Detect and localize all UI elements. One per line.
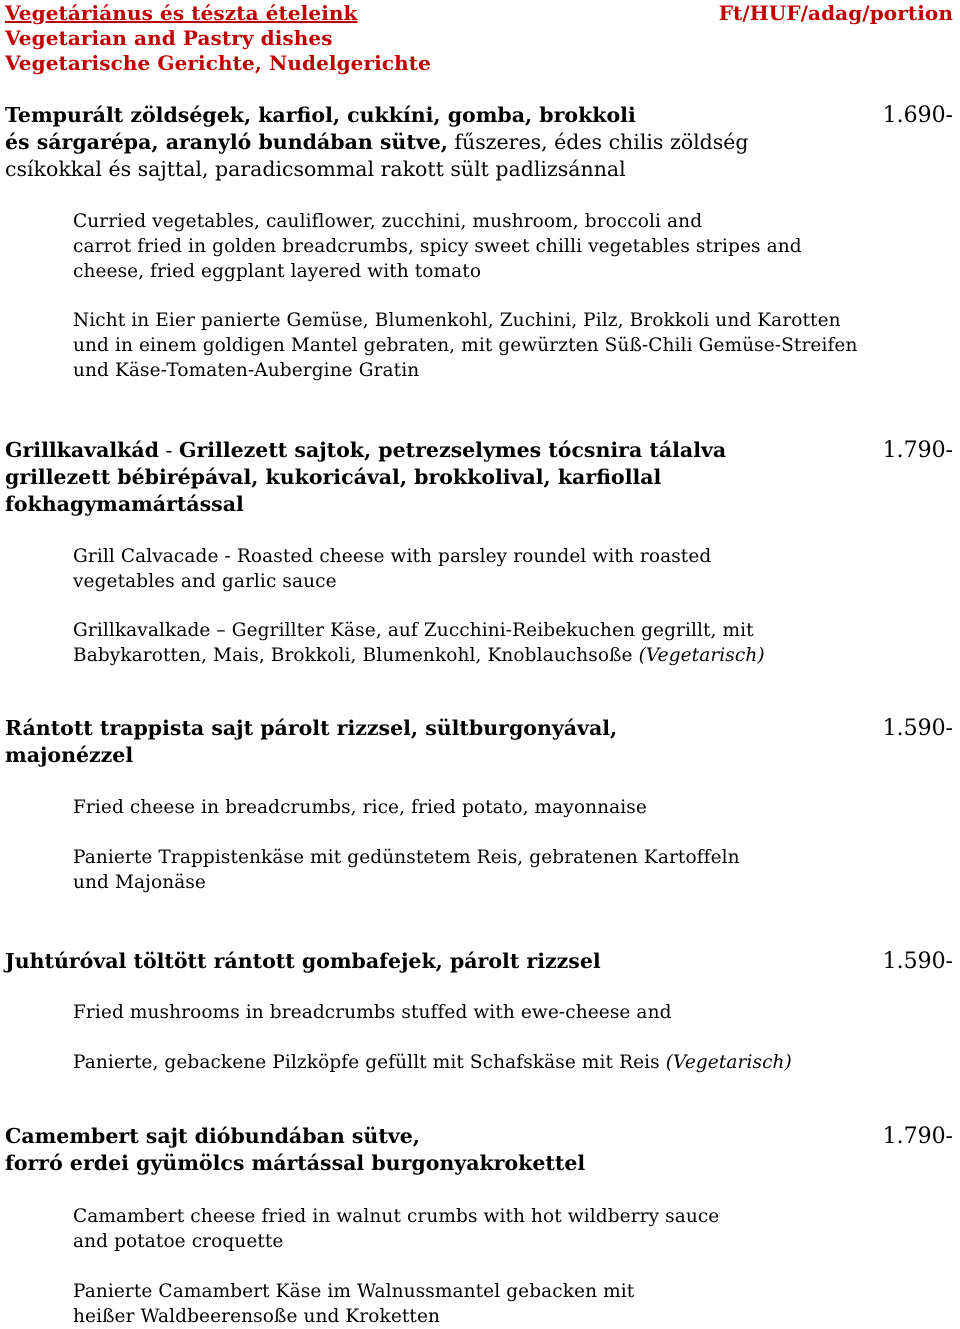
item-desc-de: und in einem goldigen Mantel gebraten, mit gewürzten Süß-Chili Gemüse-Streifen [73,335,858,356]
item-desc-de: Panierte Trappistenkäse mit gedünstetem Reis, gebratenen Kartoffeln [73,847,740,868]
item-price: 1.690- [882,103,953,128]
item-title-line: majonézzel [5,743,134,767]
item-desc-de: Nicht in Eier panierte Gemüse, Blumenkohl, Zuchini, Pilz, Brokkoli und Karotten [73,310,841,331]
item-desc-en: Grill Calvacade - Roasted cheese with parsley roundel with roasted [73,546,712,567]
item-price: 1.590- [882,949,953,974]
item-price: 1.590- [882,716,953,741]
item-title-line: Grillkavalkád - Grillezett sajtok, petrezselymes tócsnira tálalva [5,438,727,462]
item-price: 1.790- [882,1124,953,1149]
price-unit-label: Ft/HUF/adag/portion [718,1,953,25]
item-title-line: fokhagymamártással [5,492,244,516]
item-title-line: Tempurált zöldségek, karfiol, cukkíni, gomba, brokkoli [5,103,636,127]
item-desc-de: Babykarotten, Mais, Brokkoli, Blumenkohl, Knoblauchsoße (Vegetarisch) [73,645,765,666]
item-desc-en: cheese, fried eggplant layered with tomato [73,261,482,282]
menu-heading-de: Vegetarische Gerichte, Nudelgerichte [5,51,431,75]
item-title-line: grillezett bébirépával, kukoricával, brokkolival, karfiollal [5,465,662,489]
item-price: 1.790- [882,438,953,463]
item-desc-de: Panierte Camambert Käse im Walnussmantel gebacken mit [73,1281,635,1302]
item-desc-de: und Majonäse [73,872,206,893]
item-title-line: forró erdei gyümölcs mártással burgonyakrokettel [5,1151,586,1175]
item-desc-en: Curried vegetables, cauliflower, zucchini, mushroom, broccoli and [73,211,703,232]
item-title-line: és sárgarépa, aranyló bundában sütve, fűszeres, édes chilis zöldség [5,130,749,154]
item-desc-en: and potatoe croquette [73,1231,284,1252]
item-desc-en: vegetables and garlic sauce [73,571,337,592]
item-desc-de: und Käse-Tomaten-Aubergine Gratin [73,360,420,381]
menu-heading-en: Vegetarian and Pastry dishes [5,26,333,50]
item-desc-de: Panierte, gebackene Pilzköpfe gefüllt mit Schafskäse mit Reis (Vegetarisch) [73,1052,792,1073]
item-title-line: Juhtúróval töltött rántott gombafejek, párolt rizzsel [5,949,601,973]
item-title-line: Rántott trappista sajt párolt rizzsel, sültburgonyával, [5,716,618,740]
item-title-line: Camembert sajt dióbundában sütve, [5,1124,420,1148]
item-desc-en: Fried mushrooms in breadcrumbs stuffed with ewe-cheese and [73,1002,672,1023]
item-desc-de: heißer Waldbeerensoße und Kroketten [73,1306,441,1327]
item-desc-de: Grillkavalkade – Gegrillter Käse, auf Zucchini-Reibekuchen gegrillt, mit [73,620,754,641]
item-desc-en: carrot fried in golden breadcrumbs, spicy sweet chilli vegetables stripes and [73,236,802,257]
item-title-line: csíkokkal és sajttal, paradicsommal rakott sült padlizsánnal [5,157,626,181]
item-desc-en: Camambert cheese fried in walnut crumbs with hot wildberry sauce [73,1206,720,1227]
menu-heading-hu: Vegetáriánus és tészta ételeink [5,1,358,25]
item-desc-en: Fried cheese in breadcrumbs, rice, fried potato, mayonnaise [73,797,647,818]
